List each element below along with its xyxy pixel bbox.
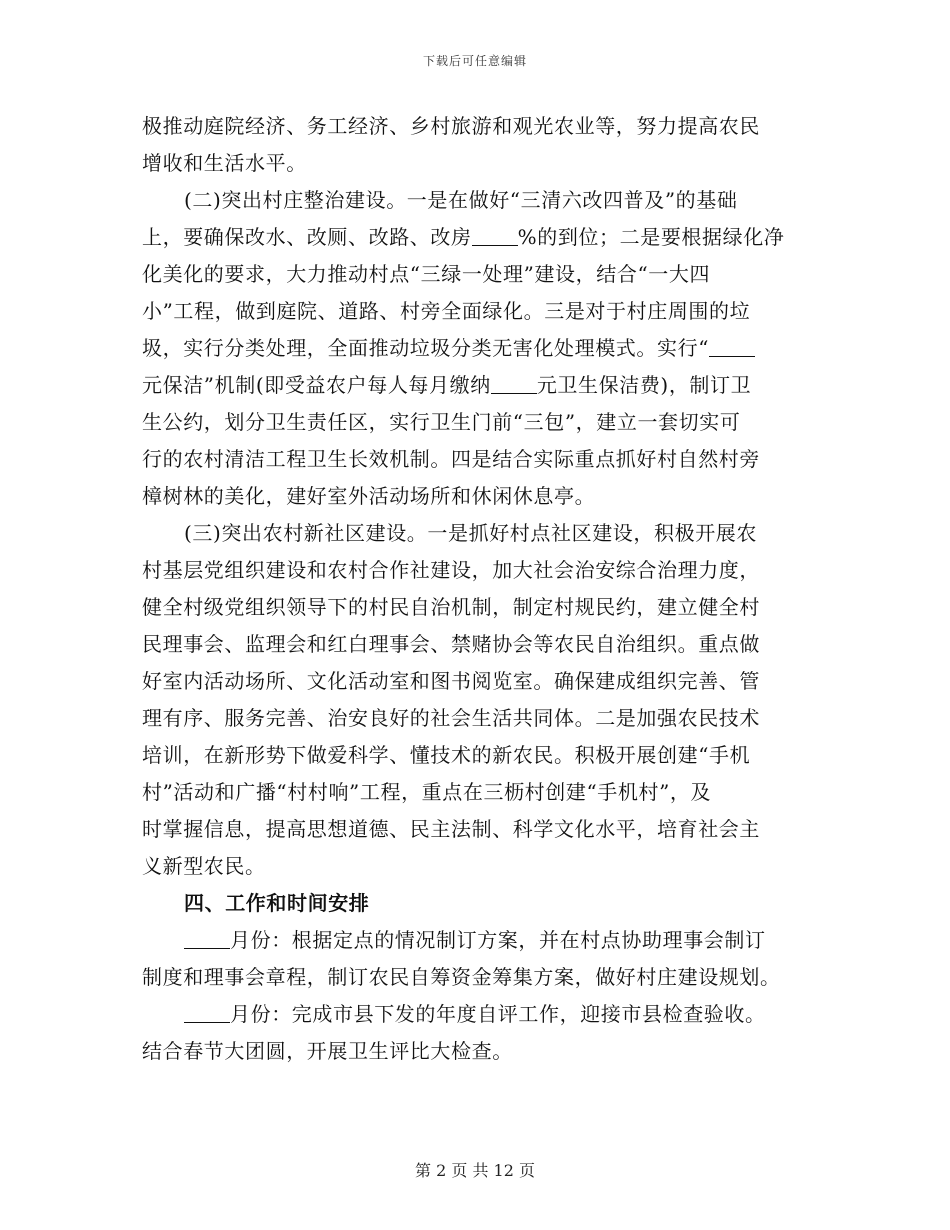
text-run: 行的农村清洁工程卫生长效机制。四是结合实际重点抓好村自然村旁 [142, 447, 760, 471]
paragraph-start [142, 996, 814, 1033]
fill-in-blank [472, 223, 518, 246]
text-line [142, 848, 814, 885]
text-line [142, 293, 814, 330]
text-line [142, 626, 814, 663]
text-run: 圾，实行分类处理，全面推动垃圾分类无害化处理模式。实行“ [142, 336, 710, 360]
text-line [142, 404, 814, 441]
text-run: 极推动庭院经济、务工经济、乡村旅游和观光农业等，努力提高农民 [142, 114, 760, 138]
text-run: 元卫生保洁费)，制订卫 [536, 373, 752, 397]
text-run: 村基层党组织建设和农村合作社建设，加大社会治安综合治理力度， [142, 558, 760, 582]
document-body [142, 108, 814, 1070]
text-run: 樟树林的美化，建好室外活动场所和休闲休息亭。 [142, 484, 596, 508]
text-run: 月份：根据定点的情况制订方案，并在村点协助理事会制订 [230, 928, 766, 952]
text-line [142, 256, 814, 293]
fill-in-blank [709, 334, 755, 357]
text-run: (三)突出农村新社区建设。一是抓好村点社区建设，积极开展农 [184, 521, 758, 545]
text-run: 健全村级党组织领导下的村民自治机制，制定村规民约，建立健全村 [142, 595, 760, 619]
text-line [142, 441, 814, 478]
text-run: 结合春节大团圆，开展卫生评比大检查。 [142, 1039, 513, 1063]
text-line [142, 145, 814, 182]
text-line [142, 589, 814, 626]
text-run: (二)突出村庄整治建设。一是在做好“三清六改四普及”的基础 [184, 188, 738, 212]
text-run: 上，要确保改水、改厕、改路、改房 [142, 225, 472, 249]
text-run: 生公约，划分卫生责任区，实行卫生门前“三包”，建立一套切实可 [142, 410, 741, 434]
text-run: 制度和理事会章程，制订农民自筹资金筹集方案，做好村庄建设规划。 [142, 965, 781, 989]
text-run: %的到位；二是要根据绿化净 [517, 225, 785, 249]
text-line [142, 700, 814, 737]
paragraph-start [142, 515, 814, 552]
text-run: 月份：完成市县下发的年度自评工作，迎接市县检查验收。 [230, 1002, 766, 1026]
text-line [142, 552, 814, 589]
text-line [142, 478, 814, 515]
text-run: 化美化的要求，大力推动村点“三绿一处理”建设，结合“一大四 [142, 262, 711, 286]
text-line [142, 737, 814, 774]
text-line [142, 959, 814, 996]
text-line [142, 219, 814, 256]
paragraph-start [142, 922, 814, 959]
page-header-note: 下载后可任意编辑 [422, 54, 527, 68]
text-run: 时掌握信息，提高思想道德、民主法制、科学文化水平，培育社会主 [142, 817, 760, 841]
text-run: 小”工程，做到庭院、道路、村旁全面绿化。三是对于村庄周围的垃 [142, 299, 751, 323]
paragraph-start [142, 182, 814, 219]
text-line [142, 663, 814, 700]
text-line [142, 330, 814, 367]
heading-text: 四、工作和时间安排 [184, 891, 370, 915]
text-line [142, 774, 814, 811]
text-line [142, 811, 814, 848]
text-run: 理有序、服务完善、治安良好的社会生活共同体。二是加强农民技术 [142, 706, 760, 730]
text-line [142, 367, 814, 404]
text-run: 村”活动和广播“村村响”工程，重点在三枥村创建“手机村”，及 [142, 780, 712, 804]
text-line [142, 108, 814, 145]
text-run: 元保洁”机制(即受益农户每人每月缴纳 [142, 373, 491, 397]
text-run: 培训，在新形势下做爱科学、懂技术的新农民。积极开展创建“手机 [142, 743, 751, 767]
text-run: 义新型农民。 [142, 854, 266, 878]
fill-in-blank [184, 926, 230, 949]
text-run: 民理事会、监理会和红白理事会、禁赌协会等农民自治组织。重点做 [142, 632, 760, 656]
text-line [142, 1033, 814, 1070]
text-run: 好室内活动场所、文化活动室和图书阅览室。确保建成组织完善、管 [142, 669, 760, 693]
text-run: 增收和生活水平。 [142, 151, 307, 175]
fill-in-blank [184, 1000, 230, 1023]
section-heading [142, 885, 814, 922]
page-number-footer: 第 2 页 共 12 页 [415, 1161, 535, 1180]
fill-in-blank [491, 371, 537, 394]
